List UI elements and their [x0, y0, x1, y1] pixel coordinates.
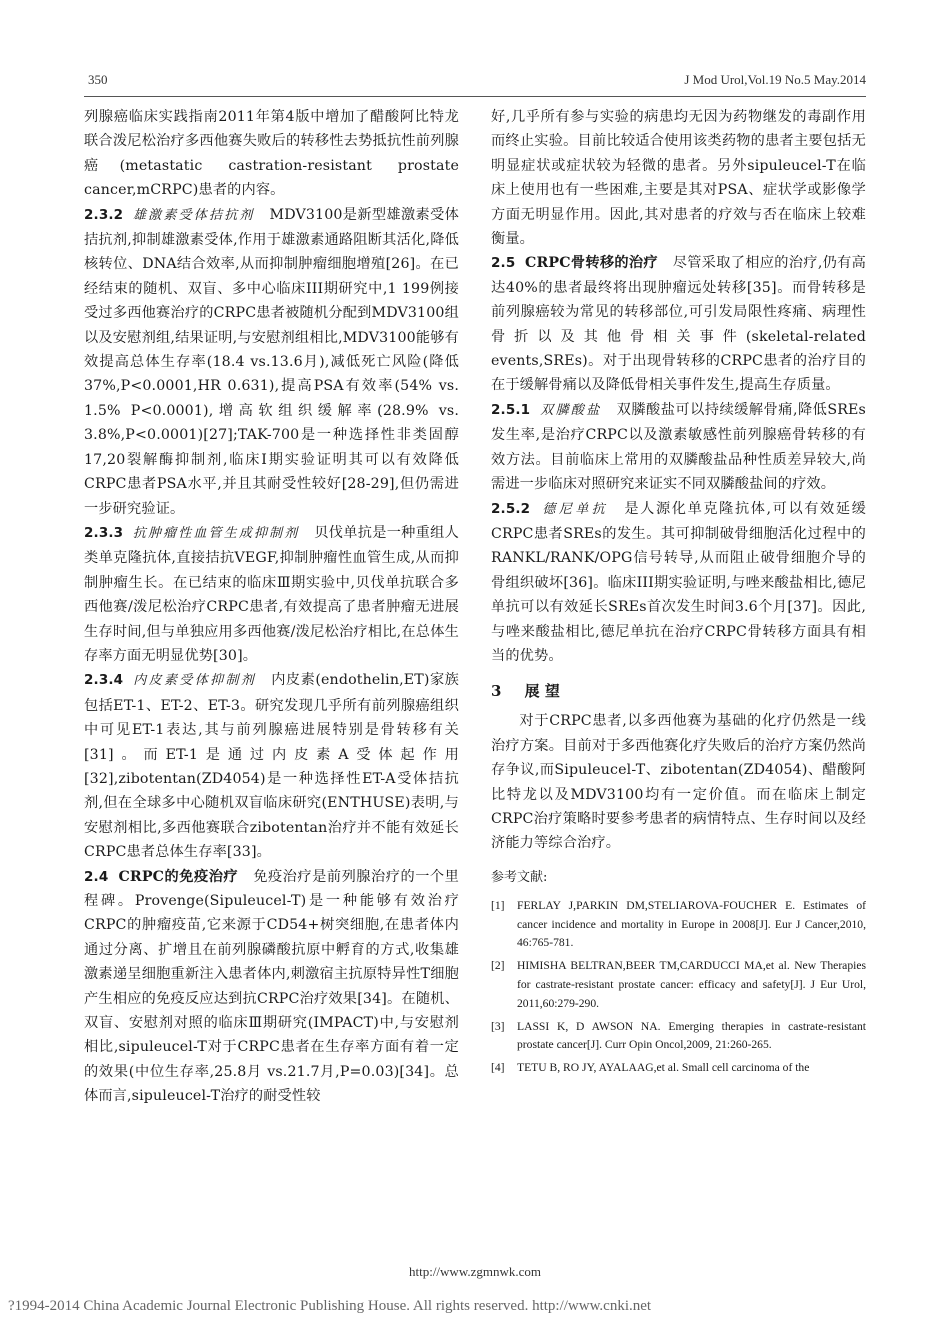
section-title: 双膦酸盐 — [540, 402, 602, 418]
section-2-5-1 — [491, 398, 866, 497]
reference-item — [491, 1059, 866, 1078]
section-2-3-3 — [84, 521, 459, 668]
section-number: 2.5 — [491, 255, 516, 272]
reference-number: [1] — [491, 898, 505, 912]
reference-text: HIMISHA BELTRAN,BEER TM,CARDUCCI MA,et al. New Therapies for castrate-resistant prostate cancer: efficacy and safety[J]. J Eur Urol, 2011,60:279-290. — [517, 959, 866, 1010]
reference-text: FERLAY J,PARKIN DM,STELIAROVA-FOUCHER E. Estimates of cancer incidence and mortality in Europe in 2008[J]. Eur J Cancer,2010, 46:765-781. — [517, 898, 866, 950]
right-column — [491, 105, 866, 1082]
section-number: 2.3.2 — [84, 206, 124, 223]
section-title: 德尼单抗 — [542, 501, 609, 517]
reference-item — [491, 957, 866, 1013]
section-number: 2.4 — [84, 868, 109, 885]
header-rule — [84, 96, 866, 97]
section-text: 内皮素(endothelin,ET)家族包括ET-1、ET-2、ET-3。研究发现几乎所有前列腺癌组织中可见ET-1表达,其与前列腺癌进展特别是骨转移有关[31]。而ET-1是通过内皮素A受体起作用[32],zibotentan(ZD4054)是一种选择性ET-A受体拮抗剂,但在全球多中心随机双盲临床研究(ENTHUSE)表明,与安慰剂相比,多西他赛联合zibotentan治疗并不能有效延长CRPC患者总体生存率[33]。 — [84, 672, 459, 861]
section-title: CRPC的免疫治疗 — [118, 868, 239, 885]
section-title: 展 望 — [524, 682, 560, 701]
paragraph: 列腺癌临床实践指南2011年第4版中增加了醋酸阿比特龙联合泼尼松治疗多西他赛失败后的转移性去势抵抗性前列腺癌(metastatic castration-resistant prostate cancer,mCRPC)患者的内容。 — [84, 109, 459, 199]
section-3-text: 对于CRPC患者,以多西他赛为基础的化疗仍然是一线治疗方案。目前对于多西他赛化疗失败后的治疗方案仍然尚存争议,而Sipuleucel-T、zibotentan(ZD4054)、醋酸阿比特龙以及MDV3100均有一定价值。而在临床上制定CRPC治疗策略时要参考患者的病情特点、生存时间以及经济能力等综合治疗。 — [491, 713, 866, 852]
reference-item — [491, 897, 866, 953]
section-text: 是人源化单克隆抗体,可以有效延缓CRPC患者SREs的发生。其可抑制破骨细胞活化过程中的RANKL/RANK/OPG信号转导,从而阻止破骨细胞介导的骨组织破坏[36]。临床III期实验证明,与唑来酸盐相比,德尼单抗可以有效延长SREs首次发生时间3.6个月[37]。因此,与唑来酸盐相比,德尼单抗在治疗CRPC骨转移方面具有相当的优势。 — [491, 500, 866, 664]
footer-copyright: ?1994-2014 China Academic Journal Electronic Publishing House. All rights reserved. http://www.cnki.net — [8, 1298, 652, 1314]
section-2-3-2 — [84, 203, 459, 521]
section-text: 尽管采取了相应的治疗,仍有高达40%的患者最终将出现肿瘤远处转移[35]。而骨转移是前列腺癌较为常见的转移部位,可引发局限性疼痛、病理性骨折以及其他骨相关事件(skeletal-related events,SREs)。对于出现骨转移的CRPC患者的治疗目的在于缓解骨痛以及降低骨相关事件发生,提高生存质量。 — [491, 255, 866, 394]
section-2-5-2 — [491, 497, 866, 669]
section-2-4 — [84, 865, 459, 1109]
reference-list — [491, 897, 866, 1078]
reference-text: TETU B, RO JY, AYALAAG,et al. Small cell carcinoma of the — [517, 1061, 810, 1075]
section-text: 免疫治疗是前列腺治疗的一个里程碑。Provenge(Sipuleucel-T)是一种能够有效治疗CRPC的肿瘤疫苗,它来源于CD54+树突细胞,在患者体内通过分离、扩增且在前列腺磷酸抗原中孵育的方式,收集雄激素递呈细胞重新注入患者体内,刺激宿主抗原特异性T细胞产生相应的免疫反应达到抗CRPC治疗效果[34]。在随机、双盲、安慰剂对照的临床Ⅲ期研究(IMPACT)中,与安慰剂相比,sipuleucel-T对于CRPC患者在生存率方面有着一定的效果(中位生存率,25.8月 vs.21.7月,P=0.03)[34]。总体而言,sipuleucel-T治疗的耐受性较 — [84, 868, 459, 1105]
reference-item — [491, 1018, 866, 1056]
section-number: 2.5.1 — [491, 401, 531, 418]
section-text: 贝伐单抗是一种重组人类单克隆抗体,直接拮抗VEGF,抑制肿瘤性血管生成,从而抑制肿瘤生长。在已结束的临床Ⅲ期实验中,贝伐单抗联合多西他赛/泼尼松治疗CRPC患者,有效提高了患者肿瘤无进展生存时间,但与单独应用多西他赛/泼尼松治疗相比,在总体生存率方面无明显优势[30]。 — [84, 524, 459, 664]
section-number: 2.5.2 — [491, 500, 531, 517]
section-2-5 — [491, 251, 866, 397]
section-2-3-4 — [84, 668, 459, 864]
section-number: 2.3.4 — [84, 672, 124, 689]
section-title: 抗肿瘤性血管生成抑制剂 — [132, 525, 300, 541]
running-header — [88, 72, 866, 94]
references-title: 参考文献: — [491, 869, 548, 885]
reference-number: [2] — [491, 959, 505, 973]
section-number: 2.3.3 — [84, 524, 124, 541]
section-3-heading — [491, 680, 866, 701]
reference-number: [4] — [491, 1061, 505, 1075]
left-column — [84, 105, 459, 1109]
footer-url[interactable]: http://www.zgmnwk.com — [408, 1264, 542, 1279]
section-text: 双膦酸盐可以持续缓解骨痛,降低SREs发生率,是治疗CRPC以及激素敏感性前列腺癌骨转移的有效方法。目前临床上常用的双膦酸盐品种性质差异较大,尚需进一步临床对照研究来证实不同双膦酸盐间的疗效。 — [491, 401, 866, 493]
section-title: 雄激素受体拮抗剂 — [132, 207, 255, 223]
section-text: MDV3100是新型雄激素受体拮抗剂,抑制雄激素受体,作用于雄激素通路阻断其活化,降低核转位、DNA结合效率,从而抑制肿瘤细胞增殖[26]。在已经结束的随机、双盲、多中心临床III期研究中,1 199例接受过多西他赛治疗的CRPC患者被随机分配到MDV3100组以及安慰剂组,结果证明,与安慰剂组相比,MDV3100能够有效提高总体生存率(18.4 vs.13.6月),减低死亡风险(降低37%,P<0.0001,HR 0.631),提高PSA有效率(54% vs. 1.5% P<0.0001),增高软组织缓解率(28.9% vs. 3.8%,P<0.0001)[27];TAK-700是一种选择性非类固醇17,20裂解酶抑制剂,临床Ⅰ期实验证明其可以有效降低CRPC患者PSA水平,并且其耐受性较好[28-29],但仍需进一步研究验证。 — [84, 206, 459, 517]
section-title: CRPC骨转移的治疗 — [525, 255, 658, 272]
reference-text: LASSI K, D AWSON NA. Emerging therapies in castrate-resistant prostate cancer[J]. Curr Opin Oncol,2009, 21:260-265. — [517, 1019, 866, 1052]
section-title: 内皮素受体抑制剂 — [133, 673, 257, 689]
reference-number: [3] — [491, 1019, 505, 1033]
journal-citation: J Mod Urol,Vol.19 No.5 May.2014 — [684, 72, 866, 87]
section-number: 3 — [491, 682, 502, 701]
page-number: 350 — [88, 72, 108, 87]
paragraph: 好,几乎所有参与实验的病患均无因为药物继发的毒副作用而终止实验。目前比较适合使用该类药物的患者主要包括无明显症状或症状较为轻微的患者。另外sipuleucel-T在临床上使用也有一些困难,主要是其对PSA、症状学或影像学方面无明显作用。因此,其对患者的疗效与否在临床上较难衡量。 — [491, 109, 866, 248]
